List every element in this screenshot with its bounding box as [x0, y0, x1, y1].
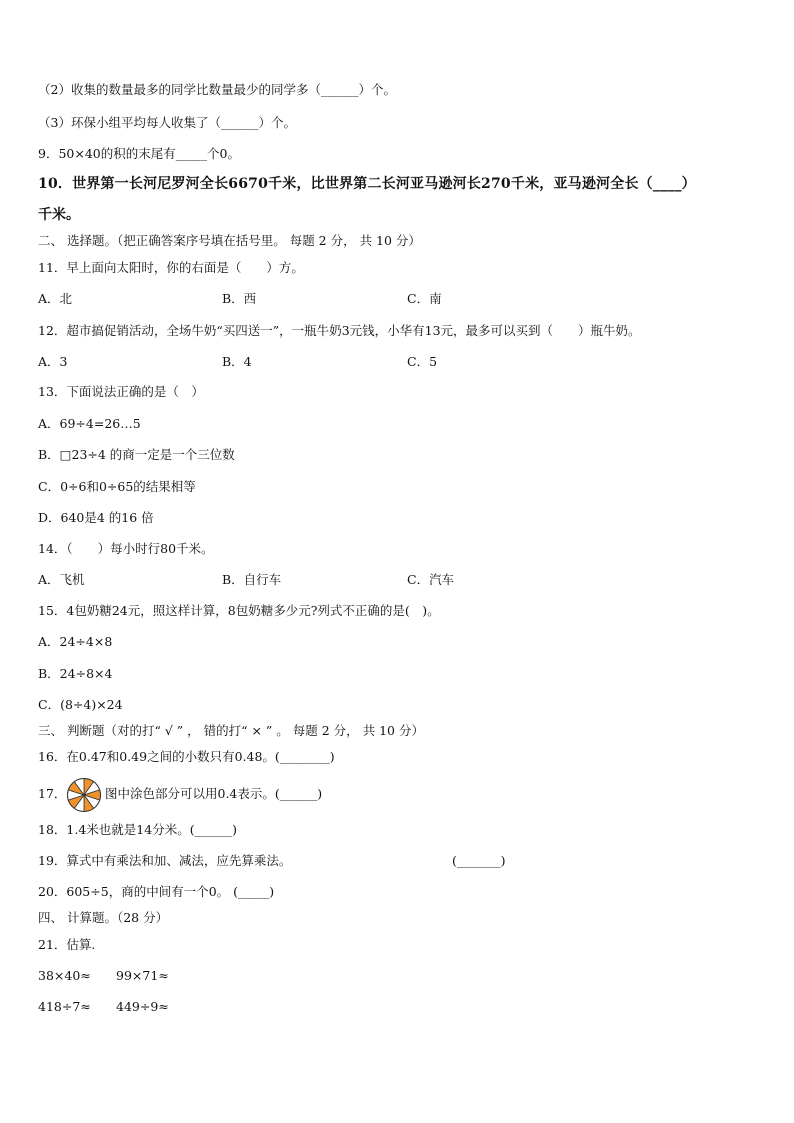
q7-part2: （2）收集的数量最多的同学比数量最少的同学多（______）个。 [38, 82, 396, 97]
section2-heading: 二、 选择题。（把正确答案序号填在括号里。 每题 2 分， 共 10 分） [38, 233, 421, 248]
q18: 18．1.4米也就是14分米。(______) [38, 822, 237, 837]
q13-option-d: D．640是4 的16 倍 [38, 510, 154, 525]
q15-option-c: C．(8÷4)×24 [38, 697, 123, 712]
q16: 16．在0.47和0.49之间的小数只有0.48。(________) [38, 749, 335, 764]
q9: 9．50×40的积的末尾有_____个0。 [38, 146, 240, 161]
q21-item-3: 418÷7≈ [38, 999, 91, 1014]
section3-heading: 三、 判断题（对的打“ √ ” ， 错的打“ × ” 。 每题 2 分， 共 10 分） [38, 723, 424, 738]
q15-stem: 15．4包奶糖24元，照这样计算，8包奶糖多少元?列式不正确的是( )。 [38, 603, 440, 618]
section4-heading: 四、 计算题。（28 分） [38, 910, 169, 925]
q14-option-a: A．飞机 [38, 572, 85, 587]
q14-stem: 14．（ ）每小时行80千米。 [38, 541, 214, 556]
q11-option-b: B．西 [222, 291, 257, 306]
q13-option-b: B．□23÷4 的商一定是一个三位数 [38, 447, 235, 462]
q21-item-4: 449÷9≈ [116, 999, 169, 1014]
q12-stem: 12．超市搞促销活动，全场牛奶“买四送一”，一瓶牛奶3元钱，小华有13元，最多可以买到（ ）瓶牛奶。 [38, 323, 641, 338]
q17-text: 图中涂色部分可以用0.4表示。(______) [105, 786, 323, 801]
q7-part3: （3）环保小组平均每人收集了（______）个。 [38, 115, 296, 130]
q13-stem: 13．下面说法正确的是（ ） [38, 384, 204, 399]
q20: 20．605÷5，商的中间有一个0。 (_____) [38, 884, 275, 899]
q11-option-c: C．南 [407, 291, 442, 306]
q11-stem: 11．早上面向太阳时，你的右面是（ ）方。 [38, 260, 304, 275]
q12-option-b: B．4 [222, 354, 252, 369]
q17-number: 17． [38, 786, 67, 801]
q10-line2: 千米。 [38, 207, 80, 223]
q10-line1: 10．世界第一长河尼罗河全长6670千米，比世界第二长河亚马逊河长270千米，亚马逊河全长（____） [38, 176, 696, 192]
q13-option-a: A．69÷4=26…5 [38, 416, 141, 431]
q13-option-c: C．0÷6和0÷65的结果相等 [38, 479, 196, 494]
decimal-pie-figure [66, 777, 102, 813]
q12-option-a: A．3 [38, 354, 68, 369]
q19-text: 19．算式中有乘法和加、减法，应先算乘法。 [38, 853, 292, 868]
q15-option-a: A．24÷4×8 [38, 634, 113, 649]
q14-option-b: B．自行车 [222, 572, 282, 587]
q14-option-c: C．汽车 [407, 572, 455, 587]
q11-option-a: A．北 [38, 291, 73, 306]
q21-item-2: 99×71≈ [116, 968, 169, 983]
q21-item-1: 38×40≈ [38, 968, 91, 983]
q15-option-b: B．24÷8×4 [38, 666, 113, 681]
q19-blank: (_______) [452, 853, 506, 868]
q12-option-c: C．5 [407, 354, 438, 369]
q21-stem: 21．估算. [38, 937, 96, 952]
